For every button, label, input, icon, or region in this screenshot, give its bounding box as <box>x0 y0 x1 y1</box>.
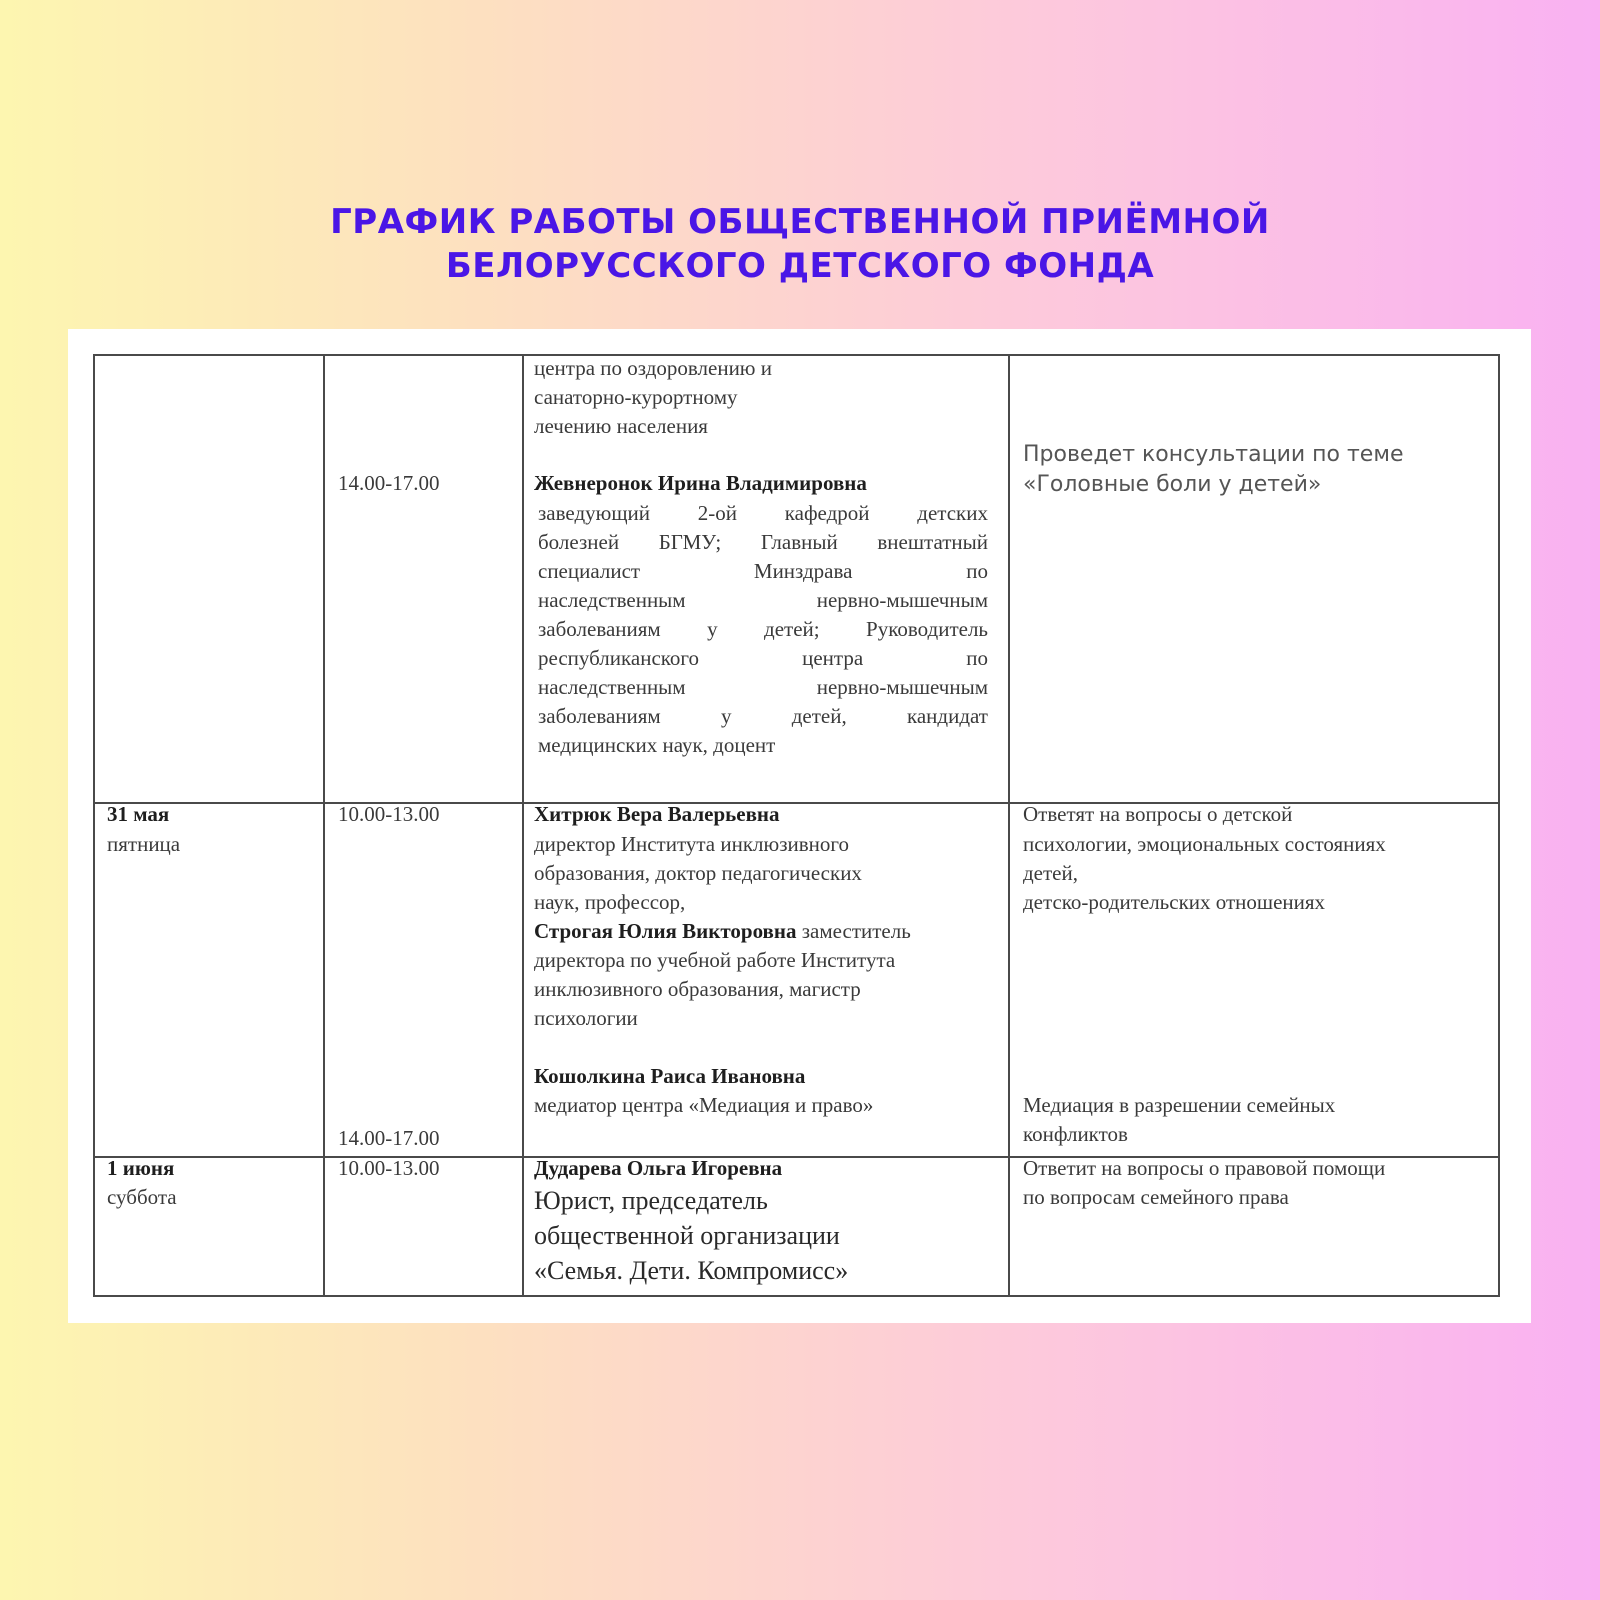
row1-specialist-intro-1: центра по оздоровлению и <box>534 356 772 380</box>
row3-topic-2: по вопросам семейного права <box>1023 1185 1289 1209</box>
row2-topic1-1: Ответят на вопросы о детской <box>1023 802 1293 826</box>
row3-specialist-name: Дударева Ольга Игоревна <box>534 1156 783 1180</box>
row2-time-1: 10.00-13.00 <box>338 802 440 826</box>
row2-specialist2-role: заместитель <box>796 919 911 943</box>
row1-specialist-intro-3: лечению населения <box>534 414 708 438</box>
page-title <box>0 200 1600 288</box>
row1-specialist-intro-2: санаторно-курортному <box>534 385 738 409</box>
row2-specialist2-desc-1: директора по учебной работе Института <box>534 948 896 972</box>
row2-specialist3-desc: медиатор центра «Медиация и право» <box>534 1093 874 1117</box>
row2-topic2-1: Медиация в разрешении семейных <box>1023 1093 1336 1117</box>
row1-specialist-desc-4: наследственным нервно-мышечным <box>538 588 988 612</box>
row2-topic1-4: детско-родительских отношениях <box>1023 890 1326 914</box>
row2-weekday: пятница <box>107 832 181 856</box>
row1-specialist-desc-6: республиканского центра по <box>538 646 988 670</box>
row1-specialist-desc-2: болезней БГМУ; Главный внештатный <box>538 530 988 554</box>
row1-topic-1: Проведет консультации по теме <box>1023 442 1404 467</box>
row2-topic1-3: детей, <box>1023 861 1078 885</box>
row2-date: 31 мая <box>107 802 170 826</box>
row2-specialist1-name: Хитрюк Вера Валерьевна <box>534 802 780 826</box>
schedule-sheet <box>68 329 1531 1323</box>
row2-specialist2-desc-3: психологии <box>534 1006 638 1030</box>
row1-specialist-desc-5: заболеваниям у детей; Руководитель <box>538 617 988 641</box>
table-border-top <box>93 354 1500 356</box>
row2-specialist2-desc-2: инклюзивного образования, магистр <box>534 977 861 1001</box>
row2-specialist1-desc-1: директор Института инклюзивного <box>534 832 849 856</box>
page-title-line-1: ГРАФИК РАБОТЫ ОБЩЕСТВЕННОЙ ПРИЁМНОЙ <box>330 202 1270 242</box>
row3-weekday: суббота <box>107 1185 177 1209</box>
row2-topic2-2: конфликтов <box>1023 1122 1128 1146</box>
row2-specialist2-name: Строгая Юлия Викторовна <box>534 919 797 943</box>
row2-topic1-2: психологии, эмоциональных состояниях <box>1023 832 1386 856</box>
row2-specialist1-desc-3: наук, профессор, <box>534 890 686 914</box>
row1-specialist-name: Жевнеронок Ирина Владимировна <box>534 471 867 495</box>
schedule-table <box>93 354 1500 1297</box>
row1-time: 14.00-17.00 <box>338 471 440 495</box>
row3-specialist-desc-2: общественной организации <box>534 1221 840 1250</box>
row1-specialist-desc-8: заболеваниям у детей, кандидат <box>538 704 988 728</box>
page-title-line-2: БЕЛОРУССКОГО ДЕТСКОГО ФОНДА <box>445 246 1155 286</box>
row2-specialist3-name: Кошолкина Раиса Ивановна <box>534 1064 806 1088</box>
table-border-bottom <box>93 1295 1500 1297</box>
row2-specialist1-desc-2: образования, доктор педагогических <box>534 861 862 885</box>
row2-specialist2-line <box>534 917 911 947</box>
row3-topic-1: Ответит на вопросы о правовой помощи <box>1023 1156 1386 1180</box>
row1-topic-2: «Головные боли у детей» <box>1023 472 1322 497</box>
row3-specialist-desc-3: «Семья. Дети. Компромисс» <box>534 1256 849 1285</box>
row3-time: 10.00-13.00 <box>338 1156 440 1180</box>
row3-date: 1 июня <box>107 1156 175 1180</box>
row1-specialist-desc-7: наследственным нервно-мышечным <box>538 675 988 699</box>
row1-specialist-desc-9: медицинских наук, доцент <box>538 733 776 757</box>
row3-specialist-desc-1: Юрист, председатель <box>534 1186 768 1215</box>
row2-time-2: 14.00-17.00 <box>338 1126 440 1150</box>
row1-specialist-desc-1: заведующий 2-ой кафедрой детских <box>538 501 988 525</box>
row1-specialist-desc-3: специалист Минздрава по <box>538 559 988 583</box>
